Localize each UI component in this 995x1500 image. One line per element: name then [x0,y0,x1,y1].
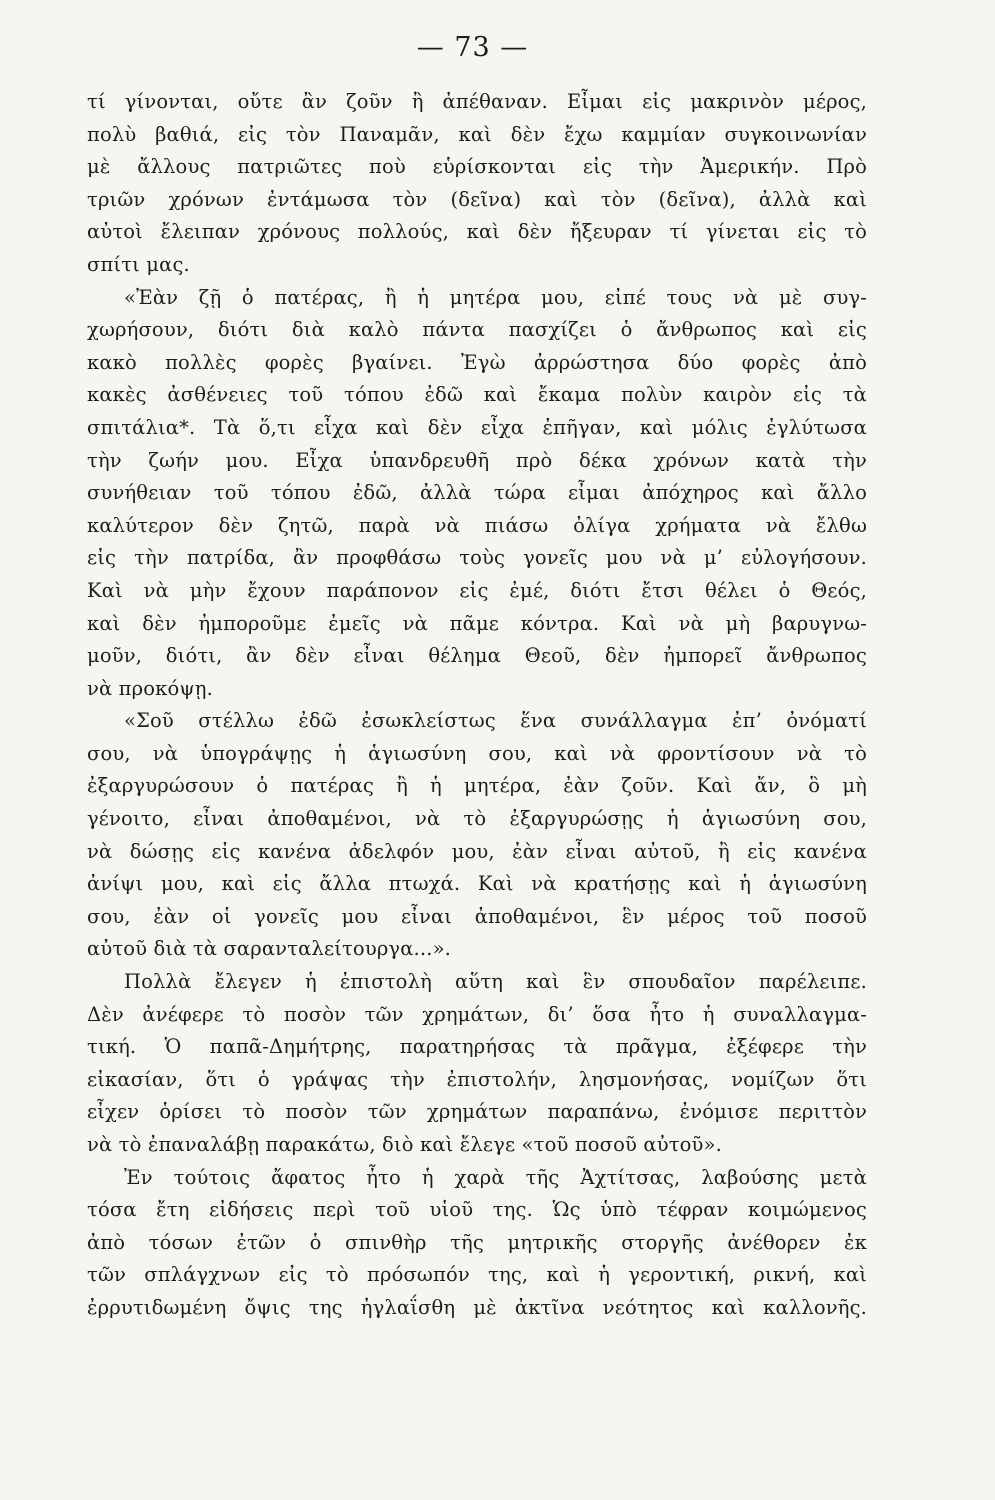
text-line: νὰ δώσῃς εἰς κανένα ἀδελφόν μου, ἐὰν εἶναι αὐτοῦ, ἢ εἰς κανένα [87,839,867,863]
text-line: τί γίνονται, οὔτε ἂν ζοῦν ἢ ἀπέθαναν. Εἶμαι εἰς μακρινὸν μέρος, [87,90,867,113]
text-line: Δὲν ἀνέφερε τὸ ποσὸν τῶν χρημάτων, δι’ ὅσα ἦτο ἡ συναλλαγμα- [87,1002,867,1026]
text-line: τόσα ἔτη εἰδήσεις περὶ τοῦ υἱοῦ της. Ὡς ὑπὸ τέφραν κοιμώμενος [87,1198,867,1222]
body-text [87,86,867,1325]
text-line: τῶν σπλάγχνων εἰς τὸ πρόσωπόν της, καὶ ἡ γεροντική, ρικνή, καὶ [87,1263,867,1287]
text-line: κακὲς ἀσθένειες τοῦ τόπου ἐδῶ καὶ ἔκαμα πολὺν καιρὸν εἰς τὰ [87,383,867,407]
text-line: ἐρρυτιδωμένη ὄψις της ἠγλαΐσθη μὲ ἀκτῖνα νεότητος καὶ καλλονῆς. [87,1295,867,1319]
text-line: πολὺ βαθιά, εἰς τὸν Παναμᾶν, καὶ δὲν ἔχω καμμίαν συγκοινωνίαν [87,122,867,146]
text-line: ἐξαργυρώσουν ὁ πατέρας ἢ ἡ μητέρα, ἐὰν ζοῦν. Καὶ ἄν, ὃ μὴ [87,774,867,798]
text-line: χωρήσουν, διότι διὰ καλὸ πάντα πασχίζει ὁ ἄνθρωπος καὶ εἰς [87,318,867,342]
text-line: γένοιτο, εἶναι ἀποθαμένοι, νὰ τὸ ἐξαργυρώσῃς ἡ ἁγιωσύνη σου, [87,807,867,831]
text-line: Καὶ νὰ μὴν ἔχουν παράπονον εἰς ἐμέ, διότι ἔτσι θέλει ὁ Θεός, [87,578,867,602]
text-line: καὶ δὲν ἠμποροῦμε ἐμεῖς νὰ πᾶμε κόντρα. Καὶ νὰ μὴ βαρυγνω- [87,611,867,635]
text-line: μὲ ἄλλους πατριῶτες ποὺ εὑρίσκονται εἰς τὴν Ἀμερικήν. Πρὸ [87,155,867,179]
text-line: εἰς τὴν πατρίδα, ἂν προφθάσω τοὺς γονεῖς μου νὰ μ’ εὐλογήσουν. [87,546,867,570]
text-line: «Σοῦ στέλλω ἐδῶ ἐσωκλείστως ἕνα συνάλλαγμα ἐπ’ ὀνόματί [124,709,867,733]
text-line: τριῶν χρόνων ἐντάμωσα τὸν (δεῖνα) καὶ τὸν (δεῖνα), ἀλλὰ καὶ [87,187,867,211]
text-line: σπιτάλια*. Τὰ ὅ,τι εἶχα καὶ δὲν εἶχα ἐπῆγαν, καὶ μόλις ἐγλύτωσα [87,415,867,439]
text-line: τική. Ὁ παπᾶ-Δημήτρης, παρατηρήσας τὰ πρᾶγμα, ἐξέφερε τὴν [87,1035,867,1059]
text-line: εἶχεν ὁρίσει τὸ ποσὸν τῶν χρημάτων παραπάνω, ἐνόμισε περιττὸν [87,1100,867,1124]
text-line: αὐτοὶ ἔλειπαν χρόνους πολλούς, καὶ δὲν ἤξευραν τί γίνεται εἰς τὸ [87,220,867,244]
text-line: κακὸ πολλὲς φορὲς βγαίνει. Ἐγὼ ἀρρώστησα δύο φορὲς ἀπὸ [87,350,867,374]
text-line: τὴν ζωήν μου. Εἶχα ὑπανδρευθῆ πρὸ δέκα χρόνων κατὰ τὴν [87,448,867,472]
text-line: ἀνίψι μου, καὶ εἰς ἄλλα πτωχά. Καὶ νὰ κρατήσῃς καὶ ἡ ἁγιωσύνη [87,872,867,896]
text-line: συνήθειαν τοῦ τόπου ἐδῶ, ἀλλὰ τώρα εἶμαι ἀπόχηρος καὶ ἄλλο [87,481,867,505]
text-line: Πολλὰ ἔλεγεν ἡ ἐπιστολὴ αὕτη καὶ ἓν σπουδαῖον παρέλειπε. [124,970,867,994]
text-line: σου, ἐὰν οἱ γονεῖς μου εἶναι ἀποθαμένοι, ἓν μέρος τοῦ ποσοῦ [87,904,867,928]
text-line: μοῦν, διότι, ἂν δὲν εἶναι θέλημα Θεοῦ, δὲν ἠμπορεῖ ἄνθρωπος [87,644,867,668]
text-line: «Ἐὰν ζῇ ὁ πατέρας, ἢ ἡ μητέρα μου, εἰπέ τους νὰ μὲ συγ- [124,285,867,309]
text-line: σπίτι μας. [87,252,190,276]
text-line: αὐτοῦ διὰ τὰ σαρανταλείτουργα...». [87,937,452,961]
text-line: εἰκασίαν, ὅτι ὁ γράψας τὴν ἐπιστολήν, λησμονήσας, νομίζων ὅτι [87,1067,867,1091]
page-number: — 73 — [416,32,529,63]
text-line: νὰ τὸ ἐπαναλάβῃ παρακάτω, διὸ καὶ ἔλεγε «τοῦ ποσοῦ αὐτοῦ». [87,1133,722,1156]
text-line: νὰ προκόψῃ. [87,676,213,700]
text-line: Ἐν τούτοις ἄφατος ἦτο ἡ χαρὰ τῆς Ἀχτίτσας, λαβούσης μετὰ [124,1165,867,1189]
text-line: καλύτερον δὲν ζητῶ, παρὰ νὰ πιάσω ὀλίγα χρήματα νὰ ἔλθω [87,513,867,537]
text-line: σου, νὰ ὑπογράψῃς ἡ ἁγιωσύνη σου, καὶ νὰ φροντίσουν νὰ τὸ [87,741,867,765]
text-line: ἀπὸ τόσων ἐτῶν ὁ σπινθὴρ τῆς μητρικῆς στοργῆς ἀνέθορεν ἐκ [87,1230,867,1254]
